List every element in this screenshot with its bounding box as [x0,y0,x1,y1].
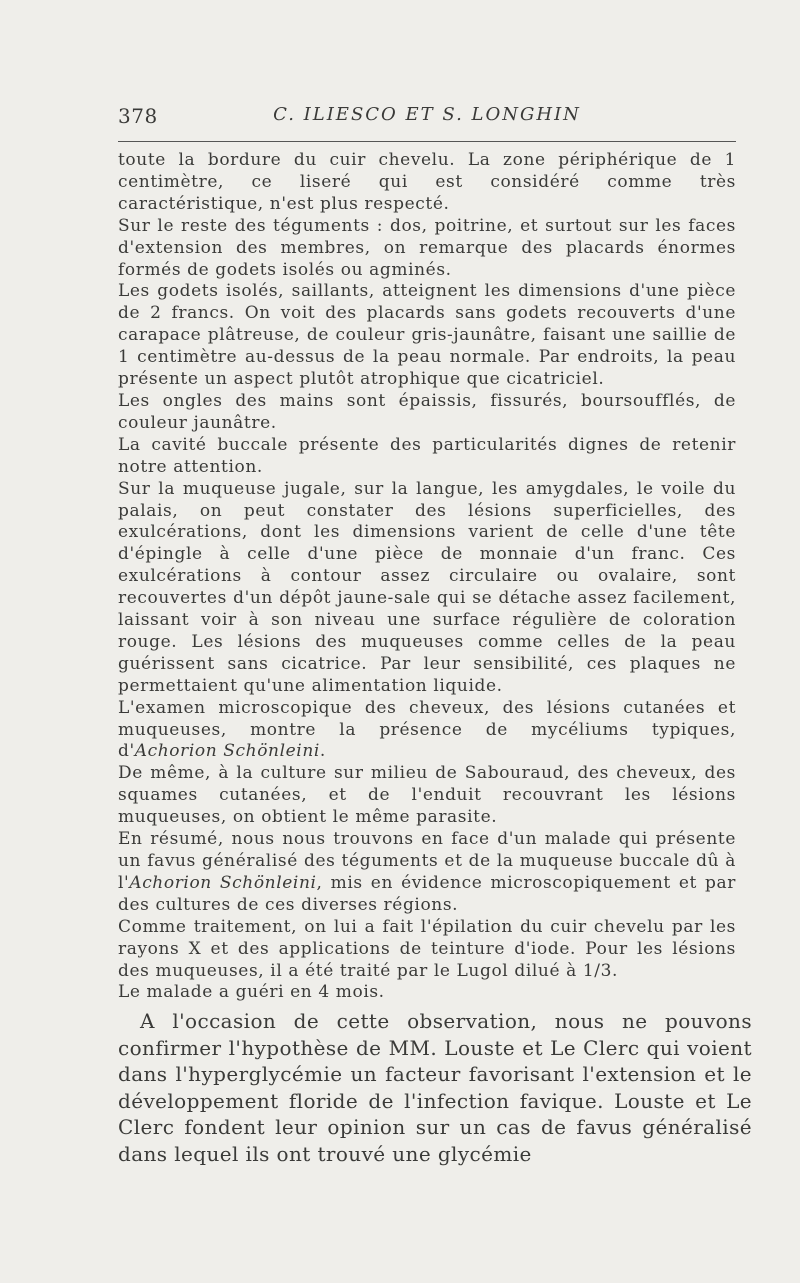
page-number: 378 [118,104,158,128]
paragraph [118,829,736,917]
case-description [118,150,736,1004]
paragraph: De même, à la culture sur milieu de Sabouraud, des cheveux, des squames cutanées, et de l'enduit recouvrant les lésions muqueuses, on obtient le même parasite. [118,763,736,828]
page-header [118,104,736,130]
running-title: C. ILIESCO ET S. LONGHIN [273,104,581,125]
text-run: , mis en évidence microscopiquement et par des cultures de ces diverses régions. [118,872,736,915]
paragraph: Le malade a guéri en 4 mois. [118,982,385,1003]
text-run: En résumé, nous nous trouvons en face d'un malade qui présente un favus généralisé des téguments et de la muqueuse buccale dû à l' [118,829,736,893]
header-rule [118,141,736,142]
paragraph: Sur la muqueuse jugale, sur la langue, les amygdales, le voile du palais, on peut constater des lésions superficielles, des exulcérations, dont les dimensions varient de celle d'une tête d'épingle à celle d'une pièce de monnaie d'un franc. Ces exulcérations à contour assez circulaire ou ovalaire, sont recouvertes d'un dépôt jaune-sale qui se détache assez facilement, laissant voir à son niveau une surface régulière de coloration rouge. Les lésions des muqueuses comme celles de la peau guérissent sans cicatrice. Par leur sensibilité, ces plaques ne permettaient qu'une alimentation liquide. [118,478,736,696]
paragraph: Sur le reste des téguments : dos, poitrine, et surtout sur les faces d'extension des membres, on remarque des placards énormes formés de godets isolés ou agminés. [118,215,736,280]
paragraph: Comme traitement, on lui a fait l'épilation du cuir chevelu par les rayons X et des applications de teinture d'iode. Pour les lésions des muqueuses, il a été traité par le Lugol dilué à 1/3. [118,916,736,981]
text-run: L'examen microscopique des cheveux, des lésions cutanées et muqueuses, montre la présence de mycéliums typiques, d' [118,697,736,762]
species-name: Achorion Schönleini [129,872,317,893]
paragraph: La cavité buccale présente des particularités dignes de retenir notre attention. [118,434,736,477]
paragraph: Les godets isolés, saillants, atteignent les dimensions d'une pièce de 2 francs. On voit des placards sans godets recouverts d'une carapace plâtreuse, de couleur gris-jaunâtre, faisant une saillie de 1 centimètre au-dessus de la peau normale. Par endroits, la peau présente un aspect plutôt atrophique que cicatriciel. [118,281,736,390]
paragraph: Les ongles des mains sont épaissis, fissurés, boursoufflés, de couleur jaunâtre. [118,390,736,433]
discussion [118,1008,752,1167]
paragraph: toute la bordure du cuir chevelu. La zone périphérique de 1 centimètre, ce liseré qui est considéré comme très caractéristique, n'est plus respecté. [118,150,736,214]
paragraph: A l'occasion de cette observation, nous ne pouvons confirmer l'hypothèse de MM. Louste et Le Clerc qui voient dans l'hyperglycémie un facteur favorisant l'extension et le développement floride de l'infection favique. Louste et Le Clerc fondent leur opinion sur un cas de favus généralisé dans lequel ils ont trouvé une glycémie [118,1009,752,1166]
species-name: Achorion Schönleini [134,741,320,762]
text-run: . [319,741,326,762]
paragraph [118,698,736,764]
